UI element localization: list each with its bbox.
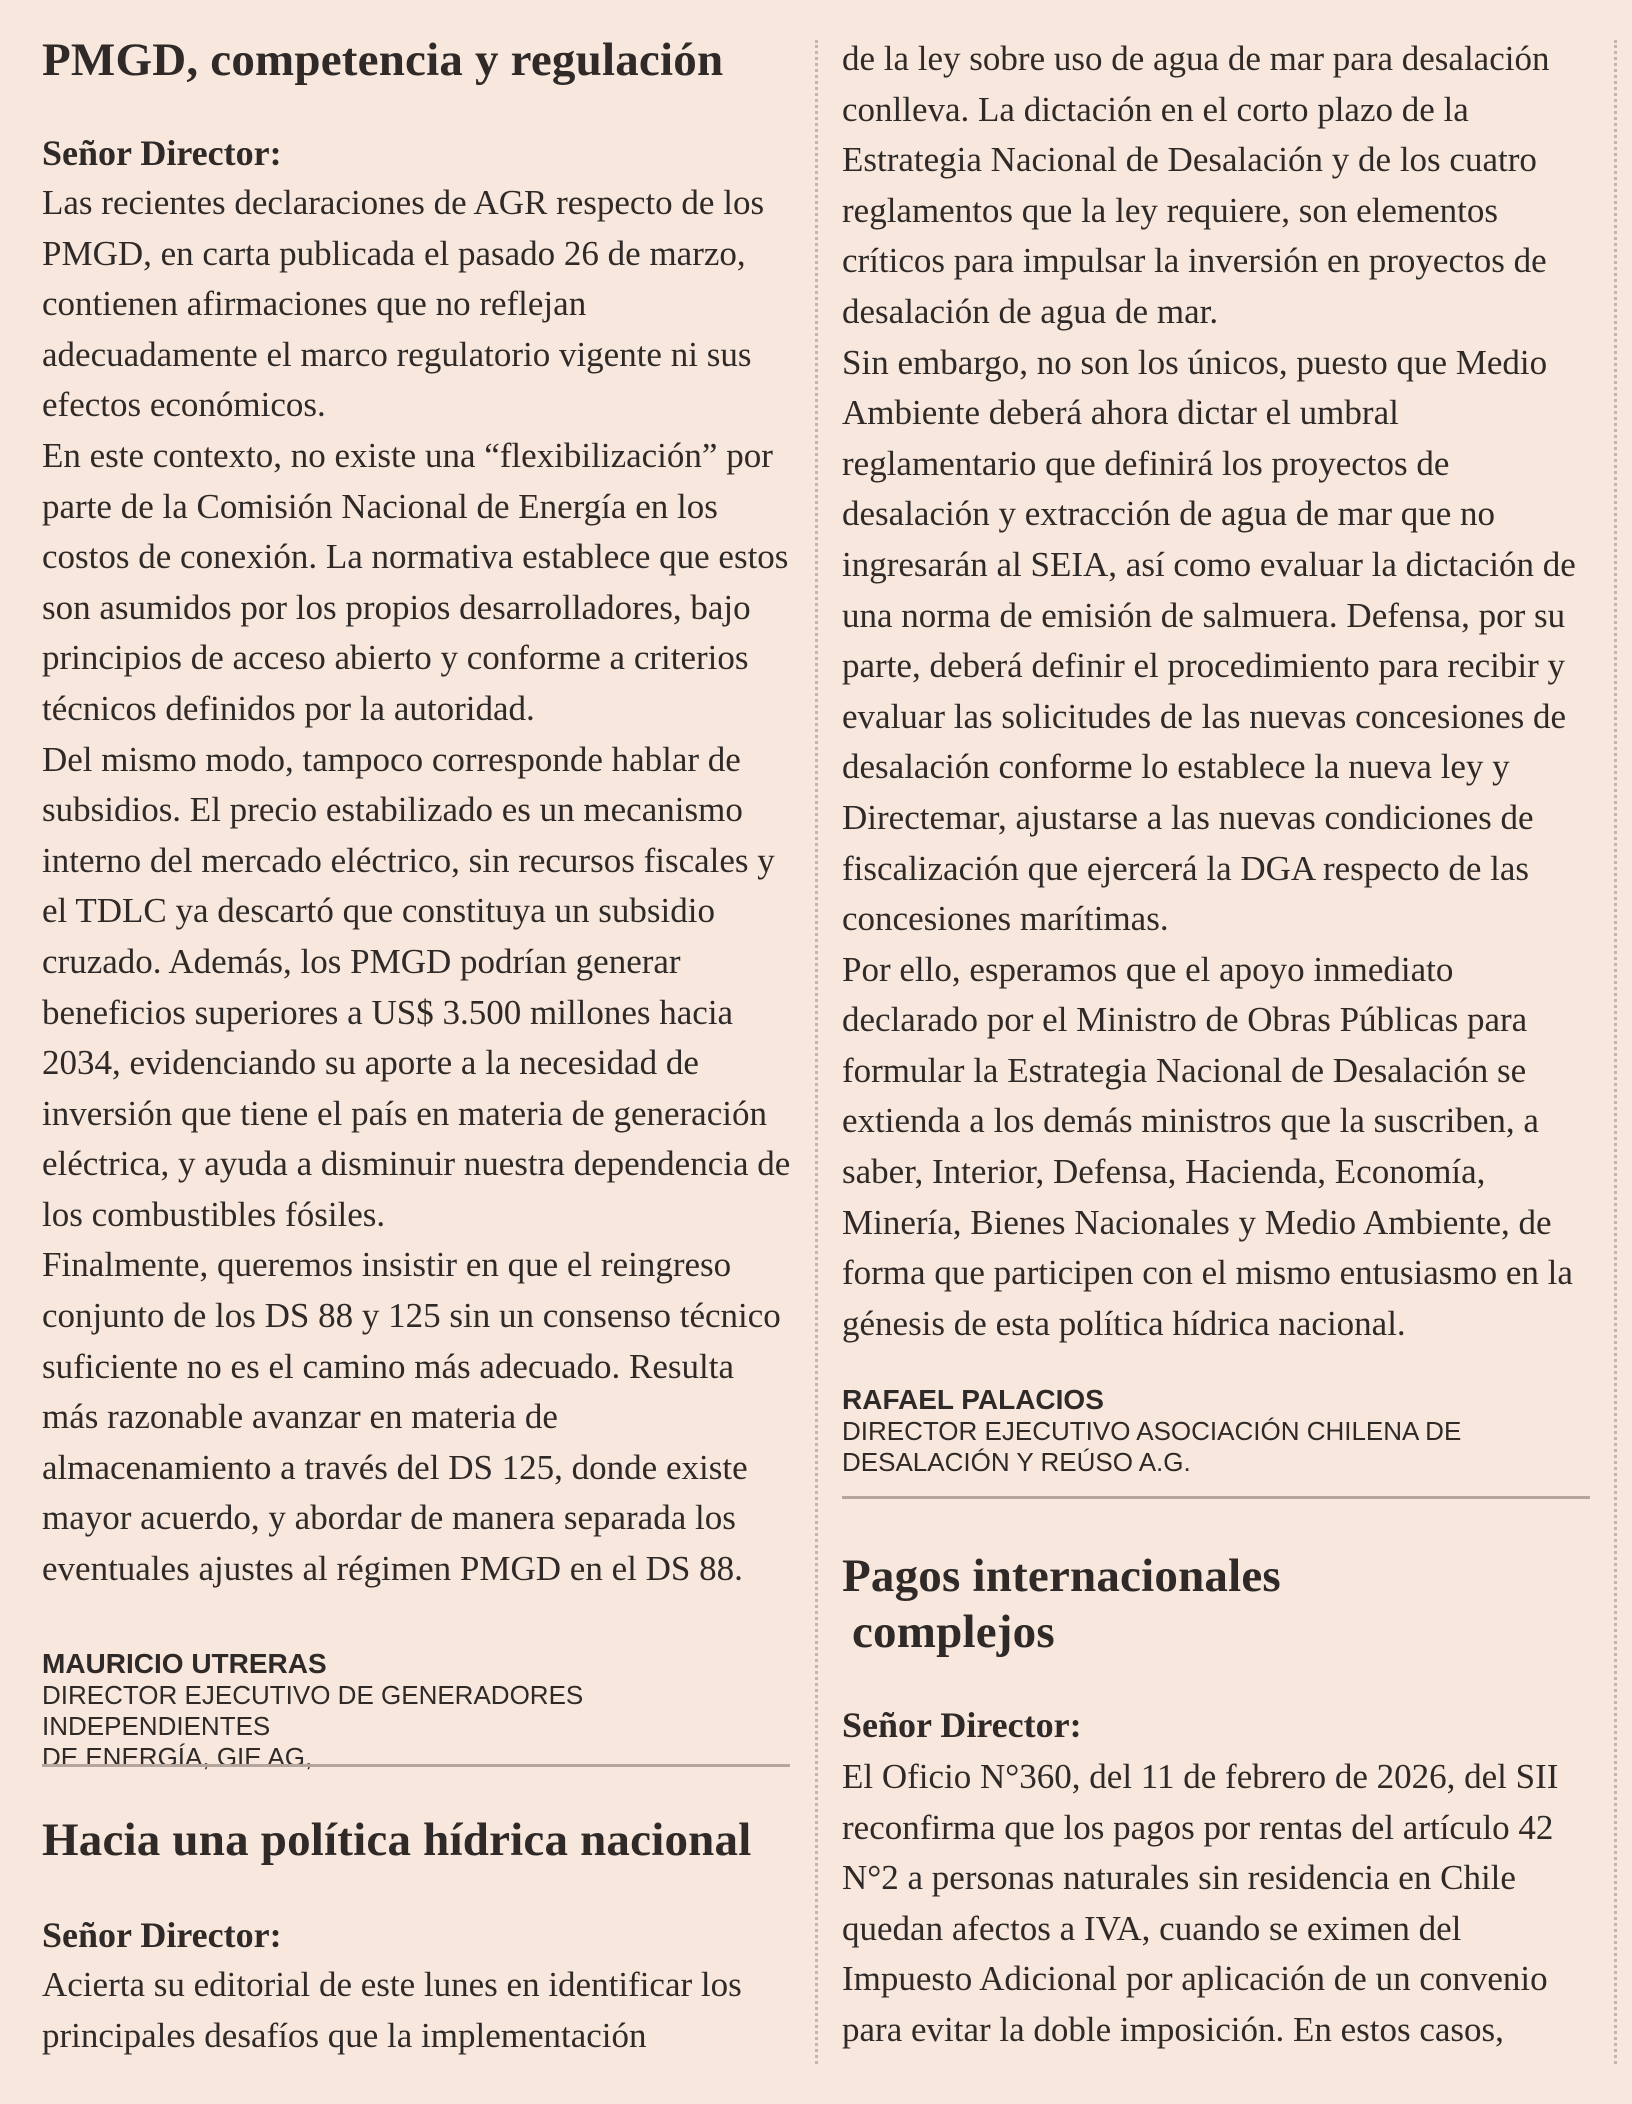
letter-body-hidrica-cont xyxy=(842,34,1594,1349)
paragraph: El Oficio N°360, del 11 de febrero de 2026, del SII reconfirma que los pagos por rentas del artículo 42 N°2 a personas naturales sin residencia en Chile quedan afectos a IVA, cuando se eximen del Impuesto Adicional por aplicación de un convenio para evitar la doble imposición. En estos casos, xyxy=(842,1757,1559,2049)
section-divider xyxy=(842,1496,1590,1499)
paragraph: de la ley sobre uso de agua de mar para desalación conlleva. La dictación en el corto plazo de la Estrategia Nacional de Desalación y de los cuatro reglamentos que la ley requiere, son elementos críticos para impulsar la inversión en proyectos de desalación de agua de mar. xyxy=(842,39,1550,331)
paragraph: En este contexto, no existe una “flexibilización” por parte de la Comisión Nacional de Energía en los costos de conexión. La normativa establece que estos son asumidos por los propios desarrolladores, bajo principios de acceso abierto y conforme a criterios técnicos definidos por la autoridad. xyxy=(42,435,789,728)
signature-palacios xyxy=(842,1384,1602,1478)
paragraph: Del mismo modo, tampoco corresponde hablar de subsidios. El precio estabilizado es un mecanismo interno del mercado eléctrico, sin recursos fiscales y el TDLC ya descartó que constituya un subsidio cruzado. Además, los PMGD podrían generar beneficios superiores a US$ 3.500 millones hacia 2034, evidenciando su aporte a la necesidad de inversión que tiene el país en materia de generación eléctrica, y ayuda a disminuir nuestra dependencia de los combustibles fósiles. xyxy=(42,739,791,1234)
paragraph: Las recientes declaraciones de AGR respecto de los PMGD, en carta publicada el pasado 26 de marzo, contienen afirmaciones que no reflejan adecuadamente el marco regulatorio vigente ni sus efectos económicos. xyxy=(42,183,765,425)
section-divider xyxy=(42,1764,790,1767)
letter-greeting: Señor Director: xyxy=(842,1705,1082,1745)
signature-role: DE ENERGÍA, GIE AG, xyxy=(42,1742,313,1772)
paragraph: Por ello, esperamos que el apoyo inmediato declarado por el Ministro de Obras Públicas para formular la Estrategia Nacional de Desalación se extienda a los demás ministros que la suscriben, a saber, Interior, Defensa, Hacienda, Economía, Minería, Bienes Nacionales y Medio Ambiente, de forma que participen con el mismo entusiasmo en la génesis de esta política hídrica nacional. xyxy=(842,949,1573,1343)
title-line: complejos xyxy=(852,1606,1055,1658)
letter-body-pmgd xyxy=(42,178,794,1595)
signature-name: MAURICIO UTRERAS xyxy=(42,1648,327,1679)
letter-greeting: Señor Director: xyxy=(42,1915,282,1955)
right-column xyxy=(842,0,1592,2104)
paragraph: Acierta su editorial de este lunes en identificar los principales desafíos que la implementación xyxy=(42,1965,742,2055)
letter-greeting: Señor Director: xyxy=(42,133,282,173)
signature-utreras xyxy=(42,1648,802,1773)
column-separator xyxy=(815,40,818,2064)
paragraph: Sin embargo, no son los únicos, puesto que Medio Ambiente deberá ahora dictar el umbral reglamentario que definirá los proyectos de desalación y extracción de agua de mar que no ingresarán al SEIA, así como evaluar la dictación de una norma de emisión de salmuera. Defensa, por su parte, deberá definir el procedimiento para recibir y evaluar las solicitudes de las nuevas concesiones de desalación conforme lo establece la nueva ley y Directemar, ajustarse a las nuevas condiciones de fiscalización que ejercerá la DGA respecto de las concesiones marítimas. xyxy=(842,342,1576,939)
title-line: Pagos internacionales xyxy=(842,1550,1281,1602)
signature-name: RAFAEL PALACIOS xyxy=(842,1384,1104,1415)
letter-title-pmgd: PMGD, competencia y regulación xyxy=(42,34,724,86)
letter-title-hidrica: Hacia una política hídrica nacional xyxy=(42,1814,752,1866)
left-column xyxy=(42,0,792,2104)
signature-role: DESALACIÓN Y REÚSO A.G. xyxy=(842,1447,1191,1477)
letter-title-pagos xyxy=(842,1548,1602,1660)
signature-role: DIRECTOR EJECUTIVO ASOCIACIÓN CHILENA DE xyxy=(842,1416,1462,1446)
letter-body-hidrica-start xyxy=(42,1960,794,2061)
column-separator-right xyxy=(1614,40,1617,2064)
letter-body-pagos xyxy=(842,1752,1594,2056)
paragraph: Finalmente, queremos insistir en que el reingreso conjunto de los DS 88 y 125 sin un consenso técnico suficiente no es el camino más adecuado. Resulta más razonable avanzar en materia de almacenamiento a través del DS 125, donde existe mayor acuerdo, y abordar de manera separada los eventuales ajustes al régimen PMGD en el DS 88. xyxy=(42,1245,781,1589)
signature-role: DIRECTOR EJECUTIVO DE GENERADORES INDEPENDIENTES xyxy=(42,1680,584,1741)
